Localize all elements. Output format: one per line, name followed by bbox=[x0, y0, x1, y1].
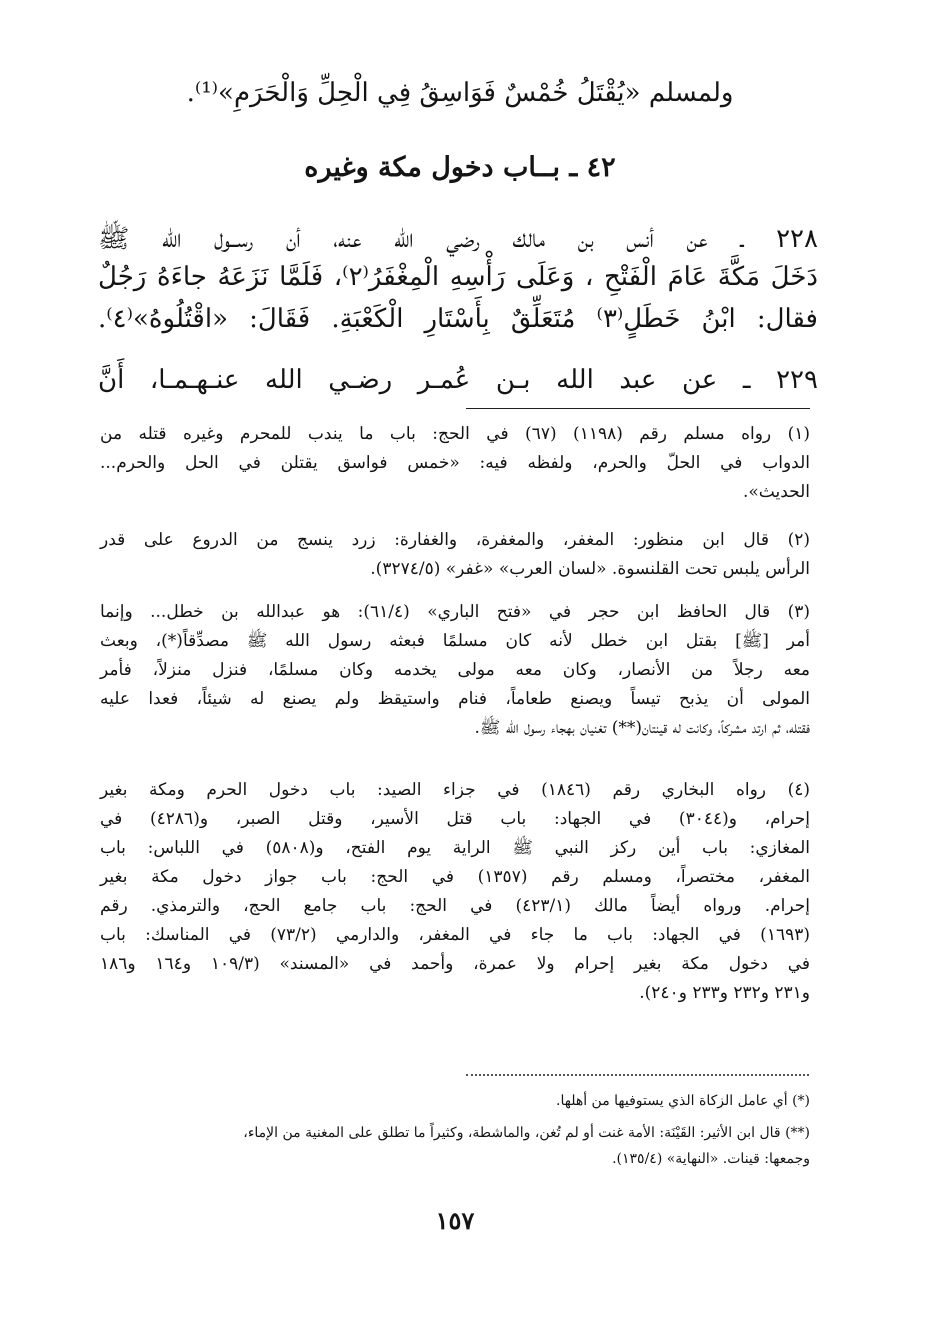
footnote-line: الدواب في الحلّ والحرم، ولفظه فيه: «خمس فواسق يقتلن في الحل والحرم... bbox=[100, 453, 810, 473]
footnote-line: (٣) قال الحافظ ابن حجر في «فتح الباري» (٦١/٤): هو عبدالله بن خطل... وإنما bbox=[100, 602, 810, 622]
footnote-line: الحديث». bbox=[742, 482, 810, 502]
footnote-line: فقتله، ثم ارتد مشركاً، وكانت له قينتان(**) تغنيان بهجاء رسول الله ﷺ. bbox=[474, 718, 810, 738]
footnote-line: الرأس يلبس تحت القلنسوة. «لسان العرب» «غفر» (٣٢٧٤/٥). bbox=[370, 559, 810, 579]
footnote-line: المغازي: باب أين ركز النبي ﷺ الراية يوم الفتح، و(٥٨٠٨) في اللباس: باب bbox=[100, 838, 810, 858]
secondary-note-star bbox=[100, 1088, 810, 1114]
secondary-note-double-star bbox=[100, 1120, 810, 1172]
footnote-line: في دخول مكة بغير إحرام ولا عمرة، وأحمد في «المسند» (١٠٩/٣ و١٦٤ و١٨٦ bbox=[100, 954, 810, 974]
footnote-1 bbox=[100, 420, 810, 507]
footnote-4 bbox=[100, 776, 810, 1008]
page-number: ١٥٧ bbox=[435, 1206, 475, 1235]
footnote-line: (٢) قال ابن منظور: المغفر، والمغفرة، والغفارة: زرد ينسج من الدروع على قدر bbox=[100, 530, 810, 550]
footnote-line: إحرام. ورواه أيضاً مالك (٤٢٣/١) في الحج: باب جامع الحج، والترمذي. رقم bbox=[100, 896, 810, 916]
footnote-line: إحرام، و(٣٠٤٤) في الجهاد: باب قتل الأسير، وقتل الصبر، و(٤٢٨٦) في bbox=[100, 809, 810, 829]
hadith-228-line-1: ٢٢٨ ـ عن أنس بن مالك رضي الله عنه، أن رســول الله ﷺ bbox=[98, 224, 818, 254]
hadith-229-line-1: ٢٢٩ ـ عن عبد الله بـن عُمـر رضـي الله عنـهـمـا، أَنَّ bbox=[98, 365, 818, 395]
footnote-3 bbox=[100, 598, 810, 743]
footnote-line: المولى أن يذبح تيساً ويصنع طعاماً، فنام واستيقظ ولم يصنع له شيئاً، فعدا عليه bbox=[100, 689, 810, 709]
footnote-line: و٢٣١ و٢٣٢ و٢٣٣ و٢٤٠). bbox=[639, 983, 810, 1003]
section-heading: ٤٢ ـ بــاب دخول مكة وغيره bbox=[304, 152, 616, 183]
footnote-2 bbox=[100, 526, 810, 584]
hadith-228-line-3: فقال: ابْنُ خَطَلٍ⁽٣⁾ مُتَعَلِّقٌ بِأَسْتَارِ الْكَعْبَةِ. فَقَالَ: «اقْتُلُوهُ»⁽٤⁾. bbox=[98, 304, 818, 334]
note-line: (**) قال ابن الأثير: القَيْنَة: الأمة غنت أو لم تُغن، والماشطة، وكثيراً ما تطلق على المغنية من الإماء، bbox=[243, 1125, 810, 1141]
footnote-line: أمر [ﷺ] بقتل ابن خطل لأنه كان مسلمًا فبعثه رسول الله ﷺ مصدِّقاً(*)، وبعث bbox=[100, 631, 810, 651]
secondary-note-separator bbox=[466, 1074, 809, 1076]
footnote-line: المغفر، مختصراً، ومسلم رقم (١٣٥٧) في الحج: باب جواز دخول مكة بغير bbox=[100, 867, 810, 887]
hadith-228-line-2: دَخَلَ مَكَّةَ عَامَ الْفَتْحِ ، وَعَلَى رَأْسِهِ الْمِغْفَرُ⁽٢⁾، فَلَمَّا نَزَعَهُ جاءَهُ رَجُلٌ bbox=[98, 262, 818, 292]
note-line: (*) أي عامل الزكاة الذي يستوفيها من أهلها. bbox=[556, 1093, 810, 1109]
footnote-separator bbox=[466, 408, 810, 409]
footnote-line: (١٦٩٣) في الجهاد: باب ما جاء في المغفر، والدارمي (٧٣/٢) في المناسك: باب bbox=[100, 925, 810, 945]
note-line: وجمعها: قينات. «النهاية» (١٣٥/٤). bbox=[612, 1151, 810, 1167]
footnote-line: (١) رواه مسلم رقم (١١٩٨) (٦٧) في الحج: باب ما يندب للمحرم وغيره قتله من bbox=[100, 424, 811, 444]
footnote-line: معه رجلاً من الأنصار، وكان معه مولى يخدمه وكان مسلمًا، فنزل منزلاً، فأمر bbox=[100, 660, 810, 680]
continuation-line: ولمسلم «يُقْتَلُ خُمْسٌ فَوَاسِقُ فِي الْحِلِّ وَالْحَرَمِ»⁽¹⁾. bbox=[186, 78, 734, 108]
footnote-line: (٤) رواه البخاري رقم (١٨٤٦) في جزاء الصيد: باب دخول الحرم ومكة بغير bbox=[100, 780, 810, 800]
